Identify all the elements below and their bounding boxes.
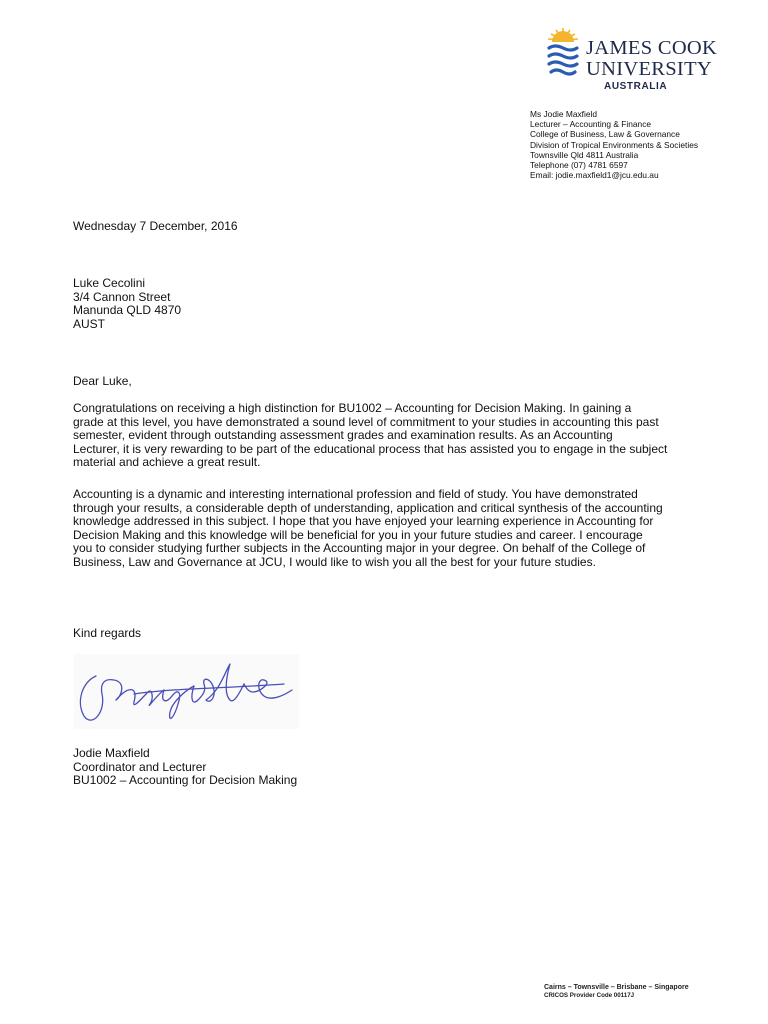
- sender-college: College of Business, Law & Governance: [530, 129, 680, 140]
- recipient-name: Luke Cecolini: [73, 276, 146, 290]
- closing: Kind regards: [73, 626, 142, 640]
- paragraph-line: Decision Making and this knowledge will be beneficial for you in your future studies and career. I encourage: [73, 527, 643, 542]
- signer-block: [73, 747, 297, 788]
- body-paragraph-2: [73, 488, 663, 570]
- signer-role: Coordinator and Lecturer: [73, 759, 207, 774]
- logo-wordmark-country: AUSTRALIA: [604, 81, 668, 92]
- footer: [544, 984, 689, 1001]
- letter-date: Wednesday 7 December, 2016: [73, 219, 238, 233]
- footer-campuses: Cairns – Townsville – Brisbane – Singapore: [544, 984, 689, 991]
- recipient-city: Manunda QLD 4870: [73, 303, 182, 318]
- logo-wordmark-line2: UNIVERSITY: [586, 58, 712, 80]
- sender-email: Email: jodie.maxfield1@jcu.edu.au: [530, 170, 659, 181]
- sender-telephone: Telephone (07) 4781 6597: [530, 160, 628, 171]
- paragraph-line: material and achieve a great result.: [73, 455, 261, 470]
- sender-contact-block: [530, 109, 698, 180]
- sender-location: Townsville Qld 4811 Australia: [530, 149, 639, 160]
- salutation: Dear Luke,: [73, 374, 132, 388]
- signer-name: Jodie Maxfield: [73, 746, 150, 760]
- recipient-address: [73, 277, 181, 331]
- sender-name: Ms Jodie Maxfield: [530, 109, 598, 119]
- signer-subject: BU1002 – Accounting for Decision Making: [73, 773, 298, 788]
- paragraph-line: knowledge addressed in this subject. I hope that you have enjoyed your learning experience in Accounting for: [73, 514, 654, 529]
- paragraph-line: semester, evident through outstanding assessment grades and examination results. As an Accounting: [73, 428, 613, 443]
- logo-wordmark-line1: JAMES COOK: [586, 37, 718, 59]
- paragraph-line: grade at this level, you have demonstrated a sound level of commitment to your studies in accounting this past: [73, 414, 659, 429]
- paragraph-line: Accounting is a dynamic and interesting international profession and field of study. You have demonstrated: [73, 487, 638, 501]
- paragraph-line: Congratulations on receiving a high distinction for BU1002 – Accounting for Decision Making. In gaining a: [73, 401, 632, 415]
- paragraph-line: Business, Law and Governance at JCU, I would like to wish you all the best for your future studies.: [73, 554, 596, 569]
- paragraph-line: Lecturer, it is very rewarding to be part of the educational process that has assisted you to engage in the subject: [73, 441, 668, 456]
- handwritten-signature: [74, 654, 299, 729]
- jcu-emblem-icon: [546, 26, 580, 84]
- jcu-logo: [546, 26, 721, 96]
- paragraph-line: through your results, a considerable depth of understanding, application and critical synthesis of the accounting: [73, 500, 663, 515]
- recipient-street: 3/4 Cannon Street: [73, 289, 171, 304]
- sender-title: Lecturer – Accounting & Finance: [530, 119, 652, 130]
- paragraph-line: you to consider studying further subjects in the Accounting major in your degree. On behalf of the College of: [73, 541, 646, 556]
- recipient-country: AUST: [73, 316, 106, 331]
- sender-division: Division of Tropical Environments & Societies: [530, 139, 699, 150]
- body-paragraph-1: [73, 402, 667, 470]
- footer-cricos: CRICOS Provider Code 00117J: [544, 992, 635, 1000]
